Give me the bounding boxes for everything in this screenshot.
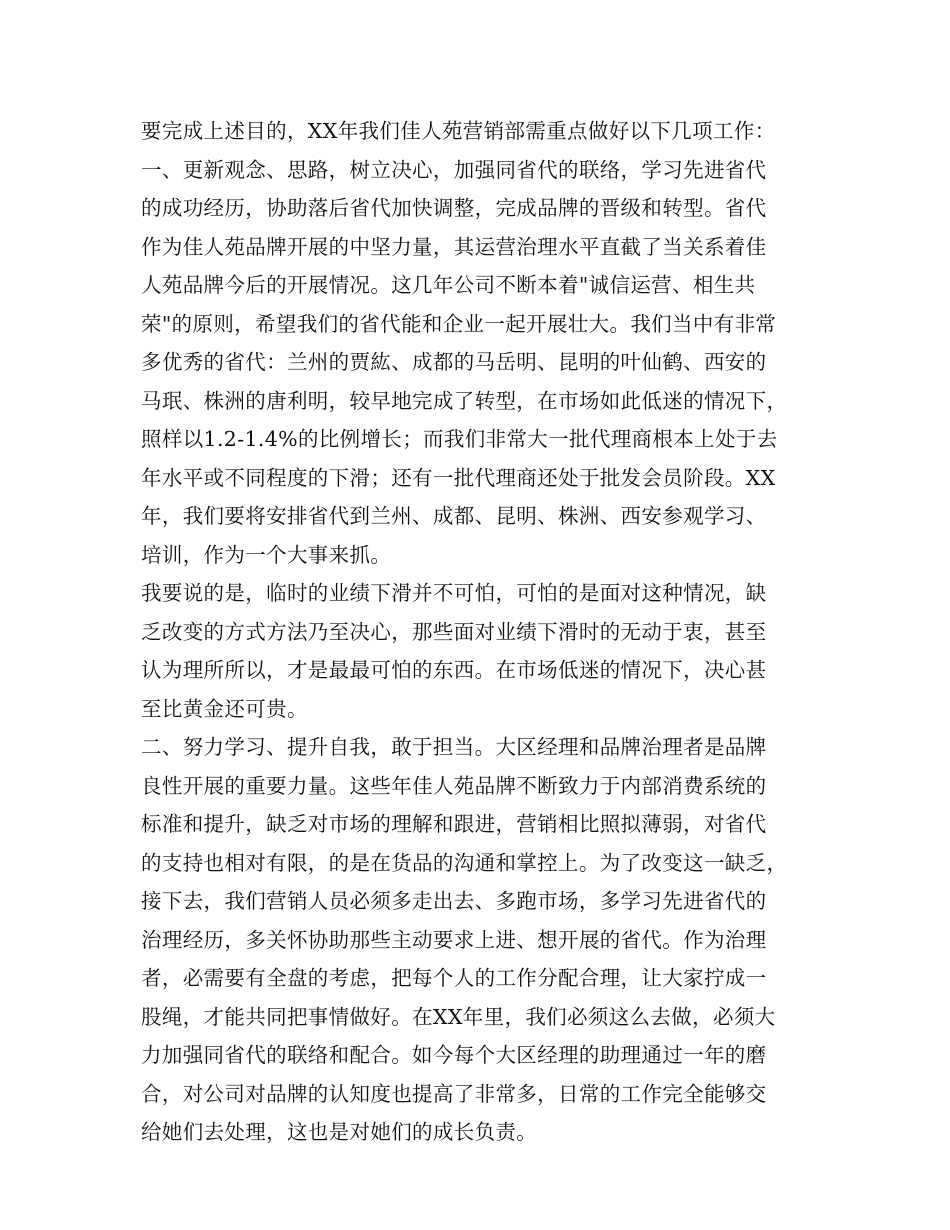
body-text-line: 标准和提升，缺乏对市场的理解和跟进，营销相比照拟薄弱，对省代	[141, 812, 767, 836]
body-text-line: 者，必需要有全盘的考虑，把每个人的工作分配合理，让大家拧成一	[141, 966, 767, 990]
body-text-line: 马珉、株洲的唐利明，较早地完成了转型，在市场如此低迷的情况下，	[141, 388, 788, 413]
body-text-line: 一、更新观念、思路，树立决心，加强同省代的联络，学习先进省代	[141, 157, 767, 182]
body-text-line: 治理经历，多关怀协助那些主动要求上进、想开展的省代。作为治理	[141, 927, 767, 952]
body-text-line: 力加强同省代的联络和配合。如今每个大区经理的助理通过一年的磨	[141, 1043, 767, 1067]
document-body	[141, 112, 831, 1152]
body-text-line: 的成功经历，协助落后省代加快调整，完成品牌的晋级和转型。省代	[141, 196, 767, 220]
body-text-line: 要完成上述目的，XX年我们佳人苑营销部需重点做好以下几项工作：	[141, 119, 776, 143]
body-text-line: 的支持也相对有限，的是在货品的沟通和掌控上。为了改变这一缺乏，	[141, 850, 788, 875]
body-text-line: 人苑品牌今后的开展情况。这几年公司不断本着"诚信运营、相生共	[141, 273, 756, 297]
body-text-line: 作为佳人苑品牌开展的中坚力量，其运营治理水平直截了当关系着佳	[141, 234, 767, 259]
body-text-line: 多优秀的省代：兰州的贾紘、成都的马岳明、昆明的叶仙鹤、西安的	[141, 350, 767, 374]
body-text-line: 认为理所所以，才是最最可怕的东西。在市场低迷的情况下，决心甚	[141, 658, 767, 682]
body-text-line: 照样以1.2-1.4%的比例增长；而我们非常大一批代理商根本上处于去	[141, 427, 778, 451]
body-text-line: 荣"的原则，希望我们的省代能和企业一起开展壮大。我们当中有非常	[141, 311, 777, 336]
body-text-line: 我要说的是，临时的业绩下滑并不可怕，可怕的是面对这种情况，缺	[141, 581, 767, 605]
body-text-line: 二、努力学习、提升自我，敢于担当。大区经理和品牌治理者是品牌	[141, 735, 767, 759]
body-text-line: 给她们去处理，这也是对她们的成长负责。	[141, 1120, 538, 1144]
body-text-line: 合，对公司对品牌的认知度也提高了非常多，日常的工作完全能够交	[141, 1081, 767, 1106]
body-text-line: 接下去，我们营销人员必须多走出去、多跑市场，多学习先进省代的	[141, 889, 767, 913]
body-text-line: 至比黄金还可贵。	[141, 696, 308, 721]
body-text-line: 股绳，才能共同把事情做好。在XX年里，我们必须这么去做，必须大	[141, 1004, 776, 1029]
body-text-line: 年，我们要将安排省代到兰州、成都、昆明、株洲、西安参观学习、	[141, 504, 767, 528]
body-text-line: 乏改变的方式方法乃至决心，那些面对业绩下滑时的无动于衷，甚至	[141, 619, 767, 644]
body-text-line: 年水平或不同程度的下滑；还有一批代理商还处于批发会员阶段。XX	[141, 465, 776, 490]
body-text-line: 良性开展的重要力量。这些年佳人苑品牌不断致力于内部消费系统的	[141, 773, 767, 798]
body-text-line: 培训，作为一个大事来抓。	[141, 542, 392, 567]
